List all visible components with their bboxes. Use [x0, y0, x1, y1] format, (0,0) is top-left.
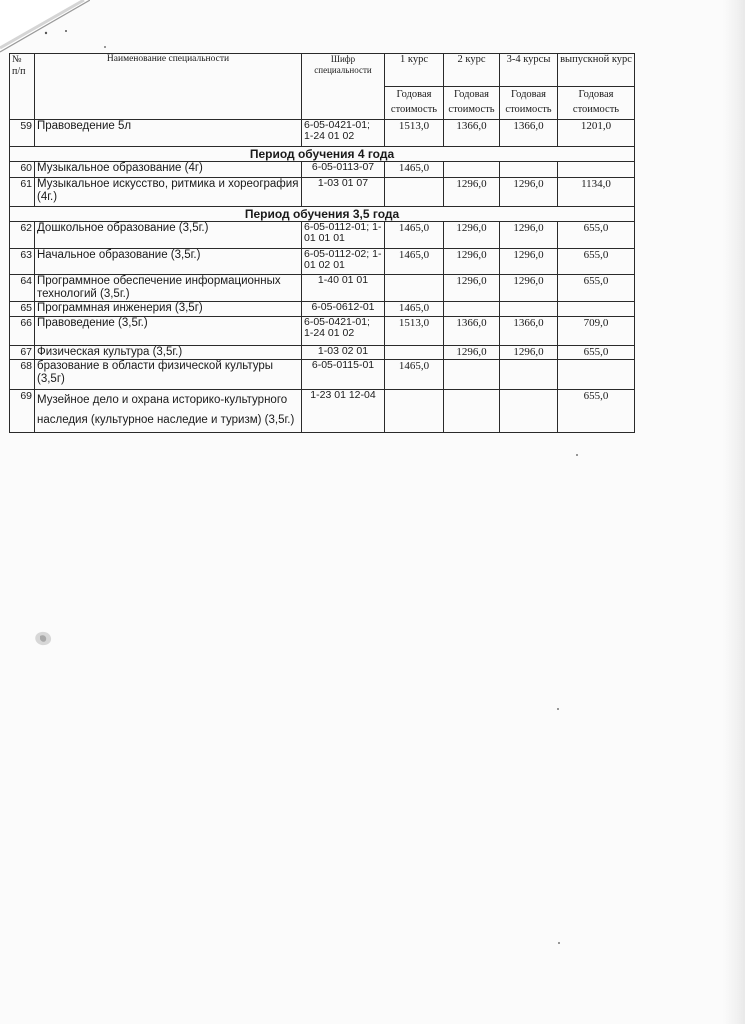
table-row: [10, 249, 635, 275]
cost-course-2: 1296,0: [444, 346, 500, 360]
row-number: 68: [10, 360, 35, 390]
cost-course-final: [558, 302, 635, 317]
row-number: 61: [10, 178, 35, 207]
row-number: 59: [10, 120, 35, 147]
specialty-code: 1-40 01 01: [302, 275, 385, 302]
cost-course-2: [444, 302, 500, 317]
cost-course-1: [385, 390, 444, 433]
cost-course-1: 1465,0: [385, 249, 444, 275]
cost-course-1: 1513,0: [385, 317, 444, 346]
cost-course-3-4: [500, 302, 558, 317]
header-cost-2: Годовая стоимость: [444, 87, 500, 120]
header-cost-3-4: Годовая стоимость: [500, 87, 558, 120]
scan-speck: [576, 454, 578, 456]
specialty-code: 1-03 02 01: [302, 346, 385, 360]
cost-course-1: 1465,0: [385, 360, 444, 390]
cost-course-1: 1465,0: [385, 302, 444, 317]
cost-course-3-4: [500, 360, 558, 390]
header-course-final: выпускной курс: [558, 54, 635, 87]
cost-course-3-4: 1296,0: [500, 178, 558, 207]
header-course-2: 2 курс: [444, 54, 500, 87]
row-number: 66: [10, 317, 35, 346]
cost-course-2: 1296,0: [444, 275, 500, 302]
cost-course-2: 1296,0: [444, 249, 500, 275]
row-number: 67: [10, 346, 35, 360]
cost-course-2: [444, 162, 500, 178]
table-row: [10, 390, 635, 433]
specialty-name: Музыкальное искусство, ритмика и хореография (4г.): [35, 178, 302, 207]
cost-course-2: [444, 390, 500, 433]
specialty-code: 6-05-0112-01; 1-01 01 01: [302, 222, 385, 249]
specialty-name: Начальное образование (3,5г.): [35, 249, 302, 275]
cost-course-final: 655,0: [558, 222, 635, 249]
cost-course-3-4: 1366,0: [500, 317, 558, 346]
row-number: 62: [10, 222, 35, 249]
specialty-code: 6-05-0113-07: [302, 162, 385, 178]
ink-smudge: [34, 630, 54, 648]
table-row: [10, 360, 635, 390]
section-header-row: [10, 147, 635, 162]
section-title: Период обучения 3,5 года: [10, 207, 635, 222]
cost-course-final: 1201,0: [558, 120, 635, 147]
row-number: 60: [10, 162, 35, 178]
scan-speck: [558, 942, 560, 944]
specialty-code: 6-05-0612-01: [302, 302, 385, 317]
specialty-code: 6-05-0115-01: [302, 360, 385, 390]
section-header-row: [10, 207, 635, 222]
specialty-code: 1-23 01 12-04: [302, 390, 385, 433]
scan-speck: [104, 46, 106, 48]
cost-course-3-4: 1296,0: [500, 249, 558, 275]
header-row-courses: [10, 54, 635, 87]
header-num: № п/п: [10, 54, 35, 120]
specialty-name: Правоведение 5л: [35, 120, 302, 147]
header-code: Шифр специальности: [302, 54, 385, 120]
section-title: Период обучения 4 года: [10, 147, 635, 162]
specialty-code: 1-03 01 07: [302, 178, 385, 207]
row-number: 64: [10, 275, 35, 302]
row-number: 63: [10, 249, 35, 275]
cost-course-3-4: 1296,0: [500, 222, 558, 249]
cost-course-3-4: [500, 390, 558, 433]
specialty-code: 6-05-0421-01; 1-24 01 02: [302, 317, 385, 346]
cost-course-1: 1465,0: [385, 162, 444, 178]
table-row: [10, 275, 635, 302]
cost-course-2: 1366,0: [444, 120, 500, 147]
cost-course-final: 709,0: [558, 317, 635, 346]
cost-course-final: 655,0: [558, 275, 635, 302]
cost-course-3-4: 1296,0: [500, 275, 558, 302]
cost-course-final: 655,0: [558, 249, 635, 275]
table-row: [10, 346, 635, 360]
table-row: [10, 178, 635, 207]
cost-course-3-4: 1296,0: [500, 346, 558, 360]
table-row: [10, 302, 635, 317]
specialty-name: Правоведение (3,5г.): [35, 317, 302, 346]
table-row: [10, 162, 635, 178]
header-name: Наименование специальности: [35, 54, 302, 120]
cost-course-2: [444, 360, 500, 390]
cost-course-final: 1134,0: [558, 178, 635, 207]
header-cost-1: Годовая стоимость: [385, 87, 444, 120]
specialty-name: Дошкольное образование (3,5г.): [35, 222, 302, 249]
cost-course-3-4: [500, 162, 558, 178]
cost-course-final: [558, 360, 635, 390]
specialty-code: 6-05-0112-02; 1-01 02 01: [302, 249, 385, 275]
cost-course-3-4: 1366,0: [500, 120, 558, 147]
specialty-name: Программное обеспечение информационных технологий (3,5г.): [35, 275, 302, 302]
page-edge-shadow: [723, 0, 745, 1024]
cost-course-2: 1296,0: [444, 178, 500, 207]
table-row: [10, 317, 635, 346]
cost-course-1: [385, 275, 444, 302]
specialty-name: бразование в области физической культуры (3,5г): [35, 360, 302, 390]
folded-corner: [0, 0, 90, 60]
header-course-3-4: 3-4 курсы: [500, 54, 558, 87]
specialty-name: Физическая культура (3,5г.): [35, 346, 302, 360]
cost-course-2: 1296,0: [444, 222, 500, 249]
cost-course-1: [385, 346, 444, 360]
row-number: 65: [10, 302, 35, 317]
specialty-name: Музейное дело и охрана историко-культурного наследия (культурное наследие и туризм) (3,5г.): [35, 390, 302, 433]
cost-course-2: 1366,0: [444, 317, 500, 346]
cost-course-final: [558, 162, 635, 178]
cost-course-1: 1465,0: [385, 222, 444, 249]
row-number: 69: [10, 390, 35, 433]
specialty-name: Музыкальное образование (4г): [35, 162, 302, 178]
specialty-code: 6-05-0421-01; 1-24 01 02: [302, 120, 385, 147]
header-cost-final: Годовая стоимость: [558, 87, 635, 120]
tuition-table: [9, 53, 635, 433]
cost-course-final: 655,0: [558, 346, 635, 360]
cost-course-final: 655,0: [558, 390, 635, 433]
table-row: [10, 222, 635, 249]
specialty-name: Программная инженерия (3,5г): [35, 302, 302, 317]
header-course-1: 1 курс: [385, 54, 444, 87]
cost-course-1: [385, 178, 444, 207]
scan-speck: [557, 708, 559, 710]
cost-course-1: 1513,0: [385, 120, 444, 147]
table-row: [10, 120, 635, 147]
